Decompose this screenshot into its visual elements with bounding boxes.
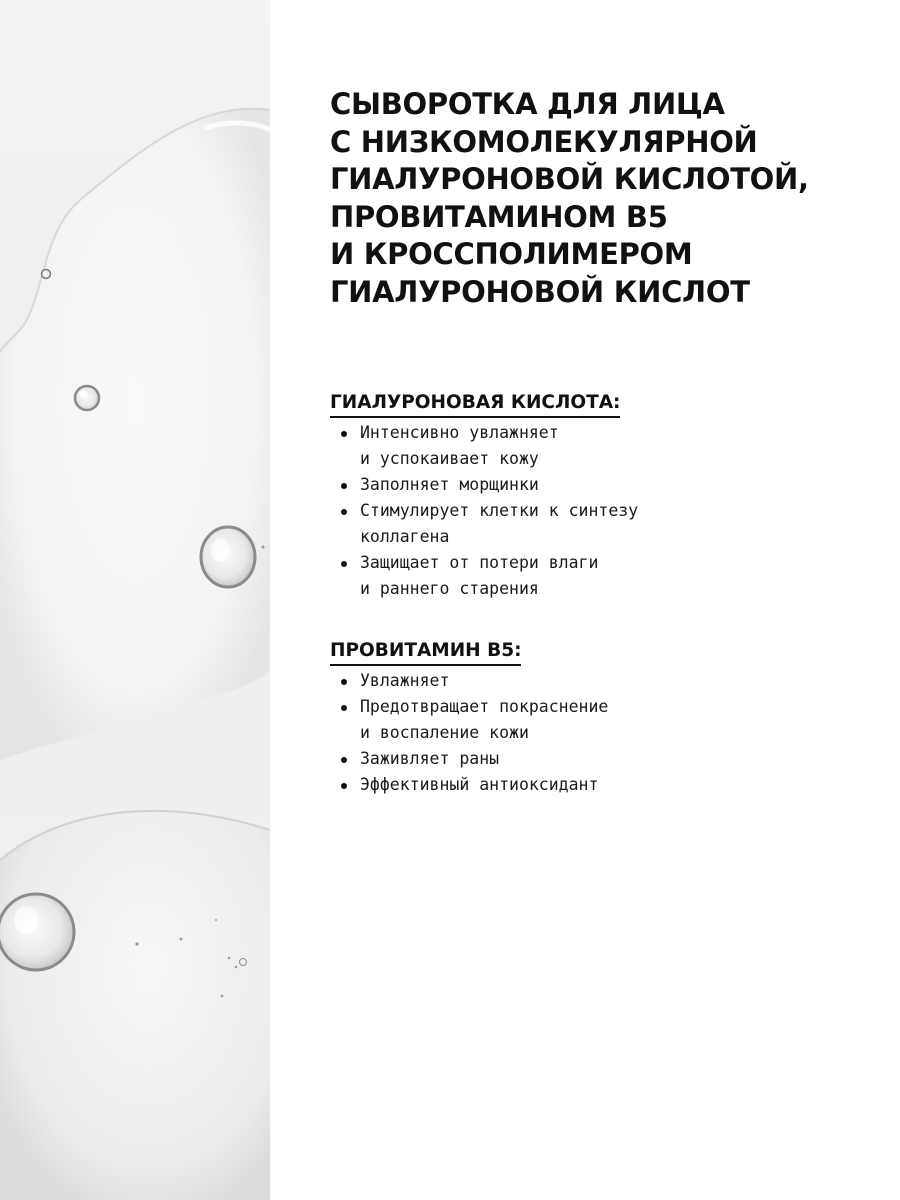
benefits-list <box>330 420 890 602</box>
title-line: ГИАЛУРОНОВОЙ КИСЛОТОЙ, <box>330 162 809 196</box>
benefits-list <box>330 668 890 798</box>
provitamin-b5-section <box>330 638 890 798</box>
product-title <box>330 86 890 311</box>
list-item: Интенсивно увлажняет и успокаивает кожу <box>330 420 890 472</box>
title-line: С НИЗКОМОЛЕКУЛЯРНОЙ <box>330 124 758 159</box>
title-line: И КРОССПОЛИМЕРОМ <box>330 237 693 271</box>
list-item: Заполняет морщинки <box>330 472 890 498</box>
title-line: СЫВОРОТКА ДЛЯ ЛИЦА <box>330 87 725 121</box>
title-line: ГИАЛУРОНОВОЙ КИСЛОТ <box>330 274 750 309</box>
section-heading: ГИАЛУРОНОВАЯ КИСЛОТА: <box>330 390 620 418</box>
hyaluronic-acid-section <box>330 390 890 602</box>
list-item: Стимулирует клетки к синтезу коллагена <box>330 498 890 550</box>
list-item: Увлажняет <box>330 668 890 694</box>
list-item: Эффективный антиоксидант <box>330 772 890 798</box>
list-item: Предотвращает покраснение и воспаление кожи <box>330 694 890 746</box>
serum-drops-illustration <box>0 0 270 1200</box>
section-heading: ПРОВИТАМИН В5: <box>330 638 521 666</box>
list-item: Заживляет раны <box>330 746 890 772</box>
title-line: ПРОВИТАМИНОМ В5 <box>330 199 668 234</box>
list-item: Защищает от потери влаги и раннего старения <box>330 550 890 602</box>
serum-texture-image <box>0 0 270 1200</box>
product-title-block <box>330 86 890 311</box>
